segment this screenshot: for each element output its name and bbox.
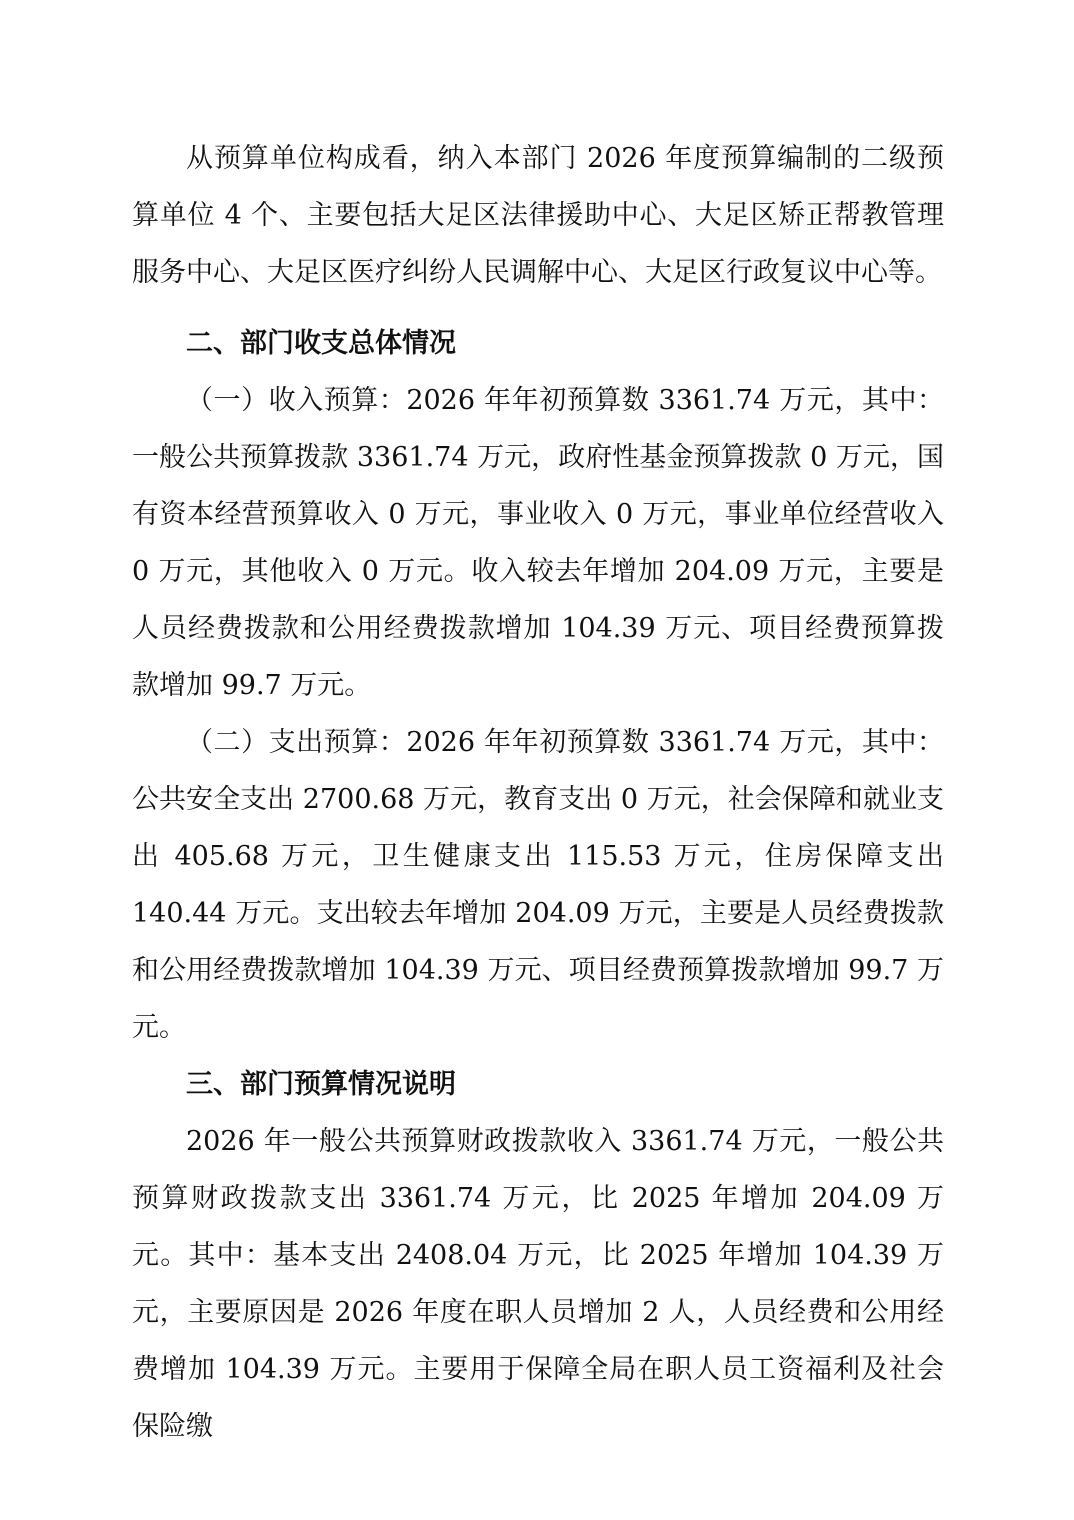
paragraph-income-budget: （一）收入预算：2026 年年初预算数 3361.74 万元，其中：一般公共预算拨款 3361.74 万元，政府性基金预算拨款 0 万元，国有资本经营预算收入 0 万元，事业收入 0 万元，事业单位经营收入 0 万元，其他收入 0 万元。收入较去年增加 204.09 万元，主要是人员经费拨款和公用经费拨款增加 104.39 万元、项目经费预算拨款增加 99.7 万元。 [132,385,944,701]
section-heading-revenue-expenditure: 二、部门收支总体情况 [186,328,456,359]
document-page [132,130,944,1455]
paragraph-expenditure-budget: （二）支出预算：2026 年年初预算数 3361.74 万元，其中：公共安全支出 2700.68 万元，教育支出 0 万元，社会保障和就业支出 405.68 万元，卫生健康支出 115.53 万元，住房保障支出 140.44 万元。支出较去年增加 204.09 万元，主要是人员经费拨款和公用经费拨款增加 104.39 万元、项目经费预算拨款增加 99.7 万元。 [132,727,944,1043]
paragraph-general-public-budget: 2026 年一般公共预算财政拨款收入 3361.74 万元，一般公共预算财政拨款支出 3361.74 万元，比 2025 年增加 204.09 万元。其中：基本支出 2408.04 万元，比 2025 年增加 104.39 万元，主要原因是 2026 年度在职人员增加 2 人，人员经费和公用经费增加 104.39 万元。主要用于保障全局在职人员工资福利及社会保险缴 [132,1126,944,1442]
paragraph-budget-units: 从预算单位构成看，纳入本部门 2026 年度预算编制的二级预算单位 4 个、主要包括大足区法律援助中心、大足区矫正帮教管理服务中心、大足区医疗纠纷人民调解中心、大足区行政复议中心等。 [132,143,944,288]
section-heading-budget-explanation: 三、部门预算情况说明 [186,1069,456,1100]
